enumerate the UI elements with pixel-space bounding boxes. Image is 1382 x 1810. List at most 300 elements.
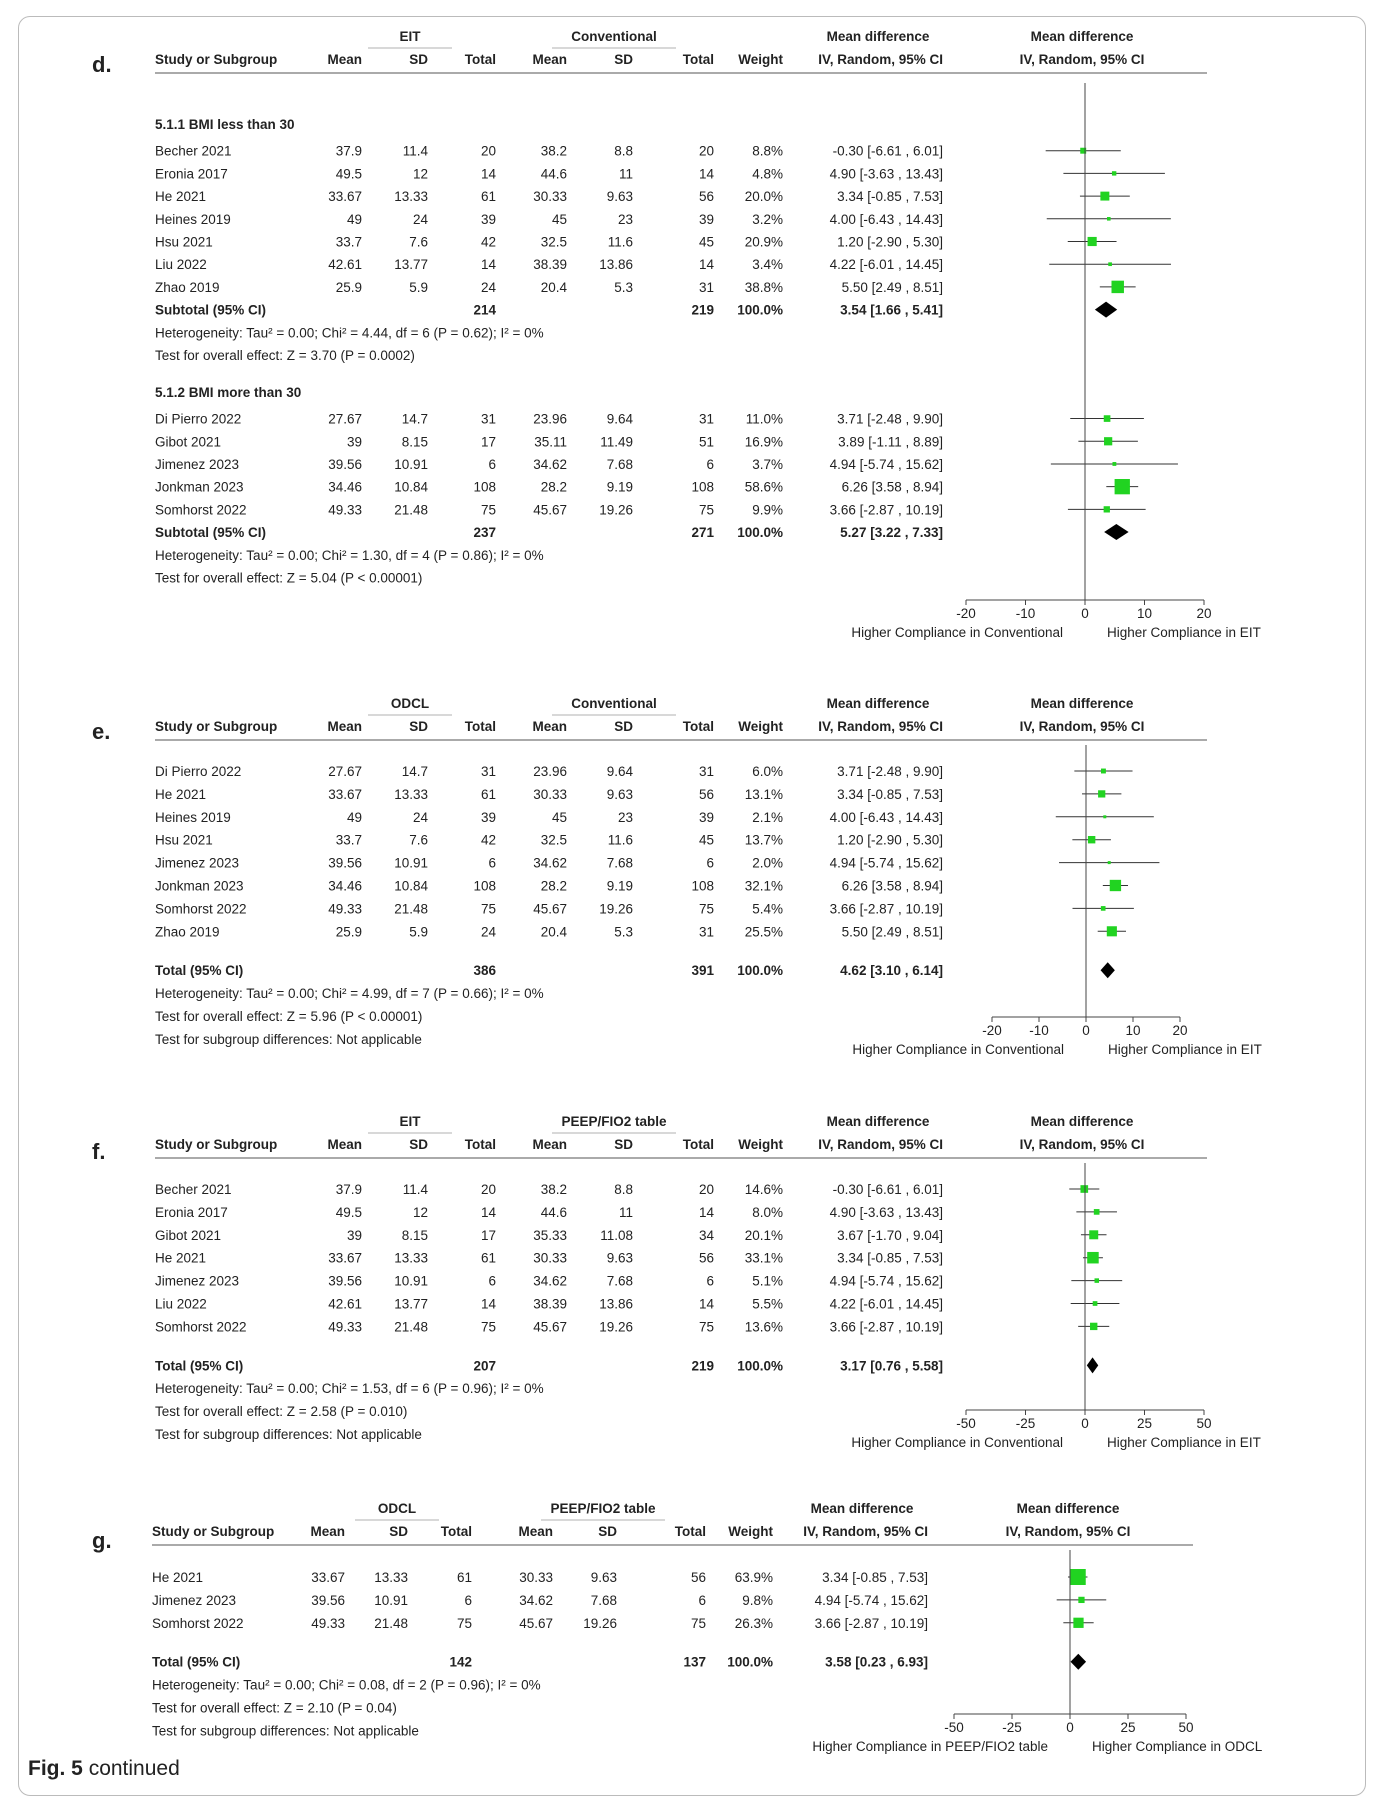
panel-d-subgroup-1-study-3-total2: 56 [698,189,714,205]
panel-d-subgroup-1-study-4-square [1107,217,1111,221]
panel-f-letter: f. [92,1139,106,1164]
panel-d-subgroup-1-study-4-sd2: 23 [617,211,633,227]
panel-d-subgroup-1-study-5-mean1: 33.7 [335,234,362,250]
panel-e-study-1-weight: 6.0% [752,764,783,779]
panel-f-study-7-mean1: 49.33 [328,1319,362,1335]
panel-e-study-6-sd2: 9.19 [606,878,633,894]
panel-g-study-2-square [1078,1597,1084,1603]
panel-f-study-4-name: He 2021 [155,1250,207,1266]
panel-f-study-7-sd1: 21.48 [394,1319,428,1335]
panel-d-subgroup-1-subtotal-weight: 100.0% [737,302,783,318]
panel-f-study-7-mean2: 45.67 [533,1319,567,1335]
panel-e-study-8-square [1107,926,1117,936]
panel-d-subgroup-1-study-3-name: He 2021 [155,189,207,205]
panel-e-study-2-ci: 3.34 [-0.85 , 7.53] [837,786,943,802]
panel-g-tick-label-4: 25 [1120,1720,1136,1735]
panel-d-subgroup-2-study-1-mean2: 23.96 [533,411,567,427]
panel-g-md-header: Mean difference [810,1501,914,1516]
panel-f-study-3-total2: 34 [698,1227,714,1243]
panel-g-group1-header: ODCL [377,1501,417,1516]
panel-g-total-diamond [1071,1654,1087,1670]
panel-d-subgroup-2-study-4-weight: 58.6% [744,479,783,495]
panel-d-subgroup-2-study-3-ci: 4.94 [-5.74 , 15.62] [829,456,943,472]
panel-e-study-4-ci: 1.20 [-2.90 , 5.30] [837,832,943,848]
panel-d-subgroup-1-study-5-ci: 1.20 [-2.90 , 5.30] [837,234,943,250]
panel-g-study-3-name: Somhorst 2022 [152,1615,244,1631]
panel-f-study-2-total2: 14 [698,1204,714,1220]
panel-e-study-6-sd1: 10.84 [394,878,428,894]
panel-e-study-2-sd2: 9.63 [606,786,633,802]
panel-e-study-7-sd1: 21.48 [394,901,428,917]
panel-f-col-study: Study or Subgroup [155,1137,278,1152]
panel-e-study-5-mean2: 34.62 [533,855,567,871]
panel-f-study-5-name: Jimenez 2023 [155,1273,240,1289]
panel-e-study-7-ci: 3.66 [-2.87 , 10.19] [829,901,943,917]
panel-f-md-header: Mean difference [826,1114,930,1129]
panel-d-subgroup-1-study-7-ci: 5.50 [2.49 , 8.51] [841,279,943,295]
panel-e-study-3-mean1: 49 [346,809,362,825]
panel-f-study-1-name: Becher 2021 [155,1182,232,1197]
panel-f-study-2-mean2: 44.6 [540,1204,567,1220]
panel-g-col-ci: IV, Random, 95% CI [803,1524,928,1539]
panel-g-group2-header: PEEP/FIO2 table [550,1501,656,1516]
panel-f-study-1-sd2: 8.8 [614,1182,633,1197]
panel-e-study-5-sd1: 10.91 [394,855,428,871]
panel-g-plot-ci-header: IV, Random, 95% CI [1005,1524,1131,1539]
panel-e-md-header: Mean difference [826,696,930,711]
panel-d-subgroup-2-study-4-name: Jonkman 2023 [155,479,244,495]
panel-d-subgroup-1-study-1-weight: 8.8% [752,143,783,159]
panel-e-study-8-sd1: 5.9 [409,924,428,940]
panel-d-subgroup-2-study-1-sd2: 9.64 [606,411,633,427]
panel-d-subgroup-1-study-7-name: Zhao 2019 [155,279,220,295]
panel-f-col-weight: Weight [738,1137,783,1152]
panel-f-study-1-total1: 20 [480,1182,496,1197]
panel-d-group2-header: Conventional [571,29,657,44]
panel-d-subgroup-2-study-3-square [1112,462,1116,466]
panel-e-study-8-sd2: 5.3 [614,924,633,940]
panel-f-study-3-ci: 3.67 [-1.70 , 9.04] [837,1227,943,1243]
panel-f-heterogeneity: Heterogeneity: Tau² = 0.00; Chi² = 1.53, df = 6 (P = 0.96); I² = 0% [155,1381,544,1397]
panel-f-study-7-total1: 75 [480,1319,496,1335]
panel-f-col-total1: Total [464,1137,496,1152]
panel-d-subgroup-1-study-2-mean1: 49.5 [335,166,362,182]
panel-f-study-1-square [1080,1185,1088,1193]
panel-f-total-total1: 207 [473,1358,496,1374]
panel-f-overall-effect: Test for overall effect: Z = 2.58 (P = 0.010) [155,1404,408,1420]
panel-f-study-5-weight: 5.1% [752,1273,783,1289]
panel-e-study-1-mean1: 27.67 [328,764,362,779]
panel-f-col-ci: IV, Random, 95% CI [818,1137,943,1152]
panel-d-subgroup-2-study-4-sd2: 9.19 [606,479,633,495]
panel-d-subgroup-1-study-6-name: Liu 2022 [155,257,207,273]
panel-d-subgroup-1-study-3-sd1: 13.33 [394,189,428,205]
panel-d-plot-md-header: Mean difference [1030,29,1134,44]
panel-e-group2-header: Conventional [571,696,657,711]
panel-d-col-mean1: Mean [327,52,362,67]
panel-e-study-5-square [1108,861,1111,864]
panel-f-study-3-total1: 17 [480,1227,496,1243]
panel-e-study-7-name: Somhorst 2022 [155,901,247,917]
figure-caption-text: continued [88,1757,180,1780]
panel-d-subgroup-2-study-3-sd1: 10.91 [394,456,428,472]
panel-f-study-6-mean1: 42.61 [328,1296,362,1312]
panel-e-study-5-sd2: 7.68 [606,855,633,871]
panel-g-subgroup-test: Test for subgroup differences: Not applicable [152,1723,419,1739]
panel-d-subgroup-1-study-6-sd2: 13.86 [599,257,633,273]
panel-e-study-2-square [1098,790,1105,797]
panel-f-xlabel-right: Higher Compliance in EIT [1107,1435,1261,1450]
panel-d-subgroup-1-study-6-square [1108,262,1112,266]
panel-e-study-7-mean2: 45.67 [533,901,567,917]
panel-f-study-1-total2: 20 [698,1182,714,1197]
panel-f-plot-md-header: Mean difference [1030,1114,1134,1129]
panel-d-subgroup-1-study-6-ci: 4.22 [-6.01 , 14.45] [829,257,943,273]
panel-d-subgroup-2-study-4-total1: 108 [473,479,496,495]
panel-d-subgroup-1-study-1-ci: -0.30 [-6.61 , 6.01] [832,143,943,159]
panel-d-subgroup-2-study-1-ci: 3.71 [-2.48 , 9.90] [837,411,943,427]
panel-f-study-2-mean1: 49.5 [335,1204,362,1220]
panel-f-study-7-ci: 3.66 [-2.87 , 10.19] [829,1319,943,1335]
panel-d-subgroup-2-study-1-name: Di Pierro 2022 [155,411,242,427]
panel-d-xlabel-right: Higher Compliance in EIT [1107,625,1261,640]
panel-d-subgroup-2-study-1-sd1: 14.7 [401,411,428,427]
panel-e-study-8-mean2: 20.4 [540,924,567,940]
panel-e-study-8-name: Zhao 2019 [155,924,220,940]
panel-d-subgroup-1-study-7-mean2: 20.4 [540,279,567,295]
panel-f-study-3-sd2: 11.08 [600,1227,633,1243]
panel-d-subgroup-1-study-2-sd1: 12 [412,166,428,182]
panel-e-study-8-total2: 31 [698,924,714,940]
panel-f-study-1-ci: -0.30 [-6.61 , 6.01] [832,1182,943,1197]
panel-e-total-total1: 386 [473,963,496,979]
panel-d-subgroup-1-study-3-mean2: 30.33 [533,189,567,205]
panel-e-col-weight: Weight [738,719,783,734]
panel-d-subgroup-1-study-4-name: Heines 2019 [155,211,231,227]
panel-d-col-total2: Total [682,52,714,67]
panel-f-total-label: Total (95% CI) [155,1358,244,1374]
panel-d-subgroup-1-study-2-square [1112,171,1116,175]
panel-e-study-1-mean2: 23.96 [533,764,567,779]
panel-g-study-1-total2: 56 [690,1570,706,1585]
panel-d-subgroup-1-study-6-mean1: 42.61 [328,257,362,273]
panel-d-subgroup-1-study-7-sd2: 5.3 [614,279,633,295]
panel-d-subgroup-2-study-5-square [1104,506,1110,512]
panel-d-tick-label-4: 10 [1136,606,1153,621]
panel-g-study-1-mean1: 33.67 [311,1570,345,1585]
panel-f-study-5-total2: 6 [706,1273,714,1289]
panel-f-col-sd1: SD [409,1137,428,1152]
panel-d-subgroup-1-study-7-weight: 38.8% [744,279,783,295]
panel-d-subgroup-1-study-5-mean2: 32.5 [540,234,567,250]
panel-e-tick-label-1: -20 [982,1023,1002,1038]
panel-f-col-total2: Total [682,1137,714,1152]
panel-d-subgroup-1-study-7-mean1: 25.9 [335,279,362,295]
panel-e-study-8-mean1: 25.9 [335,924,362,940]
panel-e-study-2-name: He 2021 [155,786,207,802]
panel-d-subgroup-2-study-3-mean1: 39.56 [328,456,362,472]
panel-e-study-1-square [1101,769,1106,774]
panel-f-study-5-mean1: 39.56 [328,1273,362,1289]
panel-e-col-mean1: Mean [327,719,362,734]
panel-e-tick-label-4: 10 [1125,1023,1141,1038]
panel-e-study-5-ci: 4.94 [-5.74 , 15.62] [829,855,943,871]
panel-e-study-4-mean2: 32.5 [540,832,567,848]
panel-d-subgroup-1-subtotal-total1: 214 [473,302,496,318]
panel-d-subgroup-2-study-5-name: Somhorst 2022 [155,502,247,518]
panel-f-study-2-square [1094,1209,1100,1215]
panel-e-study-4-total2: 45 [698,832,714,848]
panel-e-study-6-total2: 108 [691,878,714,894]
panel-g-study-2-total2: 6 [698,1592,706,1608]
panel-f-study-6-weight: 5.5% [752,1296,783,1312]
panel-d-subgroup-1-study-2-mean2: 44.6 [540,166,567,182]
panel-d-subgroup-2-heterogeneity: Heterogeneity: Tau² = 0.00; Chi² = 1.30, df = 4 (P = 0.86); I² = 0% [155,547,544,563]
panel-d-subgroup-1-study-4-mean1: 49 [346,211,362,227]
panel-e-study-5-name: Jimenez 2023 [155,855,240,871]
panel-g-study-2-mean1: 39.56 [311,1592,345,1608]
panel-g-col-study: Study or Subgroup [152,1524,275,1539]
panel-d-subgroup-2-study-3-name: Jimenez 2023 [155,456,240,472]
panel-e-study-7-weight: 5.4% [752,901,783,917]
panel-f-study-1-weight: 14.6% [744,1182,783,1197]
panel-d-subgroup-2-study-1-weight: 11.0% [745,411,783,427]
panel-f-study-6-mean2: 38.39 [533,1296,567,1312]
panel-e-study-2-mean2: 30.33 [533,786,567,802]
panel-e-study-4-sd1: 7.6 [409,832,428,848]
panel-d-subgroup-1-study-4-mean2: 45 [551,211,567,227]
panel-d-subgroup-1-study-2-sd2: 11 [618,166,633,182]
panel-g-col-total2: Total [674,1524,706,1539]
panel-e-plot-ci-header: IV, Random, 95% CI [1019,719,1145,734]
panel-e-study-1-total2: 31 [698,764,714,779]
panel-d-subgroup-2-subtotal-label: Subtotal (95% CI) [155,525,267,541]
panel-d-subgroup-2-study-5-total1: 75 [480,502,496,518]
panel-e-total-diamond [1101,962,1115,978]
panel-e-study-5-total1: 6 [488,855,496,871]
panel-f-study-2-total1: 14 [480,1204,496,1220]
panel-f-study-4-ci: 3.34 [-0.85 , 7.53] [837,1250,943,1266]
panel-d-subgroup-1-study-2-total2: 14 [698,166,714,182]
panel-g-study-3-sd1: 21.48 [374,1615,408,1631]
panel-d-subgroup-2-study-1-total1: 31 [480,411,496,427]
panel-d-subgroup-2-study-4-sd1: 10.84 [394,479,428,495]
panel-f-xlabel-left: Higher Compliance in Conventional [851,1435,1063,1450]
panel-f-subgroup-test: Test for subgroup differences: Not applicable [155,1427,422,1443]
panel-d-subgroup-1-study-2-name: Eronia 2017 [155,166,228,182]
panel-g-study-1-name: He 2021 [152,1570,204,1585]
panel-d-subgroup-2-study-3-sd2: 7.68 [606,456,633,472]
panel-e-study-3-square [1103,815,1106,818]
panel-g-study-1-mean2: 30.33 [519,1570,553,1585]
panel-d-subgroup-1-overall-effect: Test for overall effect: Z = 3.70 (P = 0.0002) [155,348,415,363]
panel-f-study-4-mean1: 33.67 [328,1250,362,1266]
panel-g-study-3-square [1073,1618,1083,1628]
panel-e-study-3-mean2: 45 [551,809,567,825]
panel-e-study-5-total2: 6 [706,855,714,871]
panel-d-subgroup-2-study-2-weight: 16.9% [744,434,783,450]
panel-e-study-6-total1: 108 [473,878,496,894]
panel-d-subgroup-2-title: 5.1.2 BMI more than 30 [155,384,302,400]
panel-d-subgroup-2-subtotal-total2: 271 [691,525,714,541]
panel-d-subgroup-2-study-2-square [1104,437,1112,445]
panel-d-letter: d. [92,52,112,77]
panel-f-study-2-name: Eronia 2017 [155,1204,228,1220]
panel-d-subgroup-1-study-2-weight: 4.8% [752,166,783,182]
panel-d-subgroup-2-study-2-mean1: 39 [346,434,362,450]
panel-f-col-mean2: Mean [532,1137,567,1152]
panel-e-study-2-mean1: 33.67 [328,786,362,802]
panel-g-total-total2: 137 [683,1654,706,1670]
panel-e-study-4-sd2: 11.6 [607,832,633,848]
panel-f-study-3-weight: 20.1% [744,1227,783,1243]
panel-g-col-total1: Total [440,1524,472,1539]
panel-d-subgroup-1-study-6-sd1: 13.77 [394,257,428,273]
panel-e-study-2-sd1: 13.33 [394,786,428,802]
panel-g-xlabel-left: Higher Compliance in PEEP/FIO2 table [812,1739,1048,1754]
panel-f-group2-header: PEEP/FIO2 table [561,1114,667,1129]
panel-e-study-3-sd2: 23 [617,809,633,825]
panel-f-tick-label-2: -25 [1015,1416,1036,1431]
panel-e-study-5-mean1: 39.56 [328,855,362,871]
panel-f-study-5-total1: 6 [488,1273,496,1289]
panel-e-subgroup-test: Test for subgroup differences: Not applicable [155,1031,422,1047]
panel-d-subgroup-2-subtotal-weight: 100.0% [737,525,783,541]
panel-g-study-1-sd1: 13.33 [374,1570,408,1585]
panel-d-subgroup-2-study-4-mean1: 34.46 [328,479,362,495]
panel-f-study-6-square [1093,1301,1098,1306]
panel-g-letter: g. [92,1528,112,1553]
panel-g-total-total1: 142 [449,1654,472,1670]
panel-d-subgroup-1-study-3-sd2: 9.63 [606,189,633,205]
panel-e-col-ci: IV, Random, 95% CI [818,719,943,734]
panel-d-subgroup-2-study-2-name: Gibot 2021 [155,434,222,450]
panel-d-tick-label-3: 0 [1081,606,1089,621]
panel-d-subgroup-1-subtotal-ci: 3.54 [1.66 , 5.41] [840,302,943,318]
panel-d-subgroup-1-study-5-total2: 45 [698,234,714,250]
panel-d-subgroup-1-study-1-name: Becher 2021 [155,143,232,159]
panel-g-col-mean1: Mean [310,1524,345,1539]
panel-d-subgroup-2-overall-effect: Test for overall effect: Z = 5.04 (P < 0.00001) [155,570,423,586]
panel-d-subgroup-2-study-2-sd1: 8.15 [401,434,428,450]
panel-d-subgroup-1-study-5-weight: 20.9% [744,234,783,250]
panel-d-subgroup-2-study-4-mean2: 28.2 [540,479,567,495]
panel-e-study-2-total2: 56 [698,786,714,802]
panel-d-subgroup-1-study-1-mean2: 38.2 [540,143,567,159]
panel-f-study-6-ci: 4.22 [-6.01 , 14.45] [829,1296,943,1312]
panel-d-subgroup-1-subtotal-label: Subtotal (95% CI) [155,302,267,318]
panel-d-subgroup-2-study-2-ci: 3.89 [-1.11 , 8.89] [838,434,943,450]
panel-e-study-4-name: Hsu 2021 [155,832,213,848]
panel-g-col-weight: Weight [728,1524,773,1539]
panel-g-study-2-weight: 9.8% [742,1592,773,1608]
panel-e-study-4-weight: 13.7% [744,832,783,848]
panel-e-study-6-mean1: 34.46 [328,878,362,894]
panel-d-subgroup-1-study-6-weight: 3.4% [752,257,783,273]
panel-e-xlabel-left: Higher Compliance in Conventional [852,1042,1064,1057]
panel-f-study-4-total1: 61 [480,1250,496,1266]
panel-e-total-total2: 391 [691,963,714,979]
panel-f-tick-label-4: 25 [1136,1416,1153,1431]
panel-f-study-5-sd1: 10.91 [394,1273,428,1289]
panel-g-tick-label-1: -50 [944,1720,964,1735]
panel-f-study-4-sd2: 9.63 [606,1250,633,1266]
panel-f-study-6-sd2: 13.86 [599,1296,633,1312]
panel-f-group1-header: EIT [399,1114,421,1129]
panel-f-plot-ci-header: IV, Random, 95% CI [1019,1137,1145,1152]
panel-d-subgroup-2-subtotal-total1: 237 [473,525,496,541]
panel-f-study-4-mean2: 30.33 [533,1250,567,1266]
panel-d-md-header: Mean difference [826,29,930,44]
panel-e-col-mean2: Mean [532,719,567,734]
panel-d-subgroup-1-study-5-sd2: 11.6 [607,234,633,250]
panel-e-total-label: Total (95% CI) [155,963,244,979]
panel-e-study-5-weight: 2.0% [752,855,783,871]
panel-d-subgroup-2-study-5-sd2: 19.26 [599,502,633,518]
panel-e-total-ci: 4.62 [3.10 , 6.14] [840,963,943,979]
panel-g-heterogeneity: Heterogeneity: Tau² = 0.00; Chi² = 0.08, df = 2 (P = 0.96); I² = 0% [152,1677,541,1693]
panel-d-subgroup-1-subtotal-diamond [1095,302,1117,318]
panel-f-study-7-weight: 13.6% [744,1319,783,1335]
panel-g-plot-md-header: Mean difference [1016,1501,1120,1516]
panel-g-total-weight: 100.0% [727,1654,773,1670]
panel-d-subgroup-1-title: 5.1.1 BMI less than 30 [155,117,295,132]
panel-d-subgroup-1-study-3-total1: 61 [480,189,496,205]
panel-f-study-5-ci: 4.94 [-5.74 , 15.62] [829,1273,943,1289]
panel-g-overall-effect: Test for overall effect: Z = 2.10 (P = 0.04) [152,1700,397,1716]
panel-g-study-1-total1: 61 [456,1570,472,1585]
panel-d-subgroup-2-study-4-square [1115,479,1130,494]
panel-e-heterogeneity: Heterogeneity: Tau² = 0.00; Chi² = 4.99, df = 7 (P = 0.66); I² = 0% [155,986,544,1002]
panel-f-study-6-total2: 14 [698,1296,714,1312]
panel-d-subgroup-2-study-5-mean2: 45.67 [533,502,567,518]
panel-g-study-1-sd2: 9.63 [590,1570,617,1585]
panel-d-col-sd1: SD [409,52,428,67]
panel-e-study-4-square [1088,836,1095,843]
panel-f-study-3-name: Gibot 2021 [155,1227,222,1243]
panel-d-subgroup-2-study-2-mean2: 35.11 [534,434,567,450]
panel-g-study-1-square [1070,1569,1086,1585]
panel-e-study-6-square [1110,880,1121,891]
panel-d-subgroup-1-subtotal-total2: 219 [691,302,714,318]
panel-d-subgroup-1-study-5-square [1088,237,1097,246]
panel-e-study-2-weight: 13.1% [744,786,783,802]
panel-d-subgroup-1-study-7-total2: 31 [698,279,714,295]
panel-e-study-7-sd2: 19.26 [599,901,633,917]
panel-e-study-6-ci: 6.26 [3.58 , 8.94] [841,878,943,894]
panel-d-subgroup-2-study-5-weight: 9.9% [752,502,783,518]
panel-f-study-3-mean1: 39 [346,1227,362,1243]
panel-g-study-3-mean1: 49.33 [311,1615,345,1631]
panel-f-tick-label-3: 0 [1081,1416,1089,1431]
panel-g-study-3-mean2: 45.67 [519,1615,553,1631]
panel-g-study-3-weight: 26.3% [734,1615,773,1631]
panel-d-subgroup-1-study-2-total1: 14 [480,166,496,182]
panel-f-study-7-sd2: 19.26 [599,1319,633,1335]
panel-d-subgroup-1-study-6-total1: 14 [480,257,496,273]
panel-f-study-2-sd2: 11 [618,1204,633,1220]
panel-g-total-label: Total (95% CI) [152,1654,241,1670]
panel-d-subgroup-1-study-4-ci: 4.00 [-6.43 , 14.43] [829,211,943,227]
panel-e-study-6-weight: 32.1% [744,878,783,894]
panel-f-study-6-sd1: 13.77 [394,1296,428,1312]
panel-d-subgroup-1-heterogeneity: Heterogeneity: Tau² = 0.00; Chi² = 4.44, df = 6 (P = 0.62); I² = 0% [155,325,544,341]
panel-d-subgroup-2-study-2-total2: 51 [698,434,714,450]
panel-e-total-weight: 100.0% [737,963,783,979]
panel-f-study-7-total2: 75 [698,1319,714,1335]
panel-g-study-2-mean2: 34.62 [519,1592,553,1608]
figure-caption [28,1757,180,1781]
